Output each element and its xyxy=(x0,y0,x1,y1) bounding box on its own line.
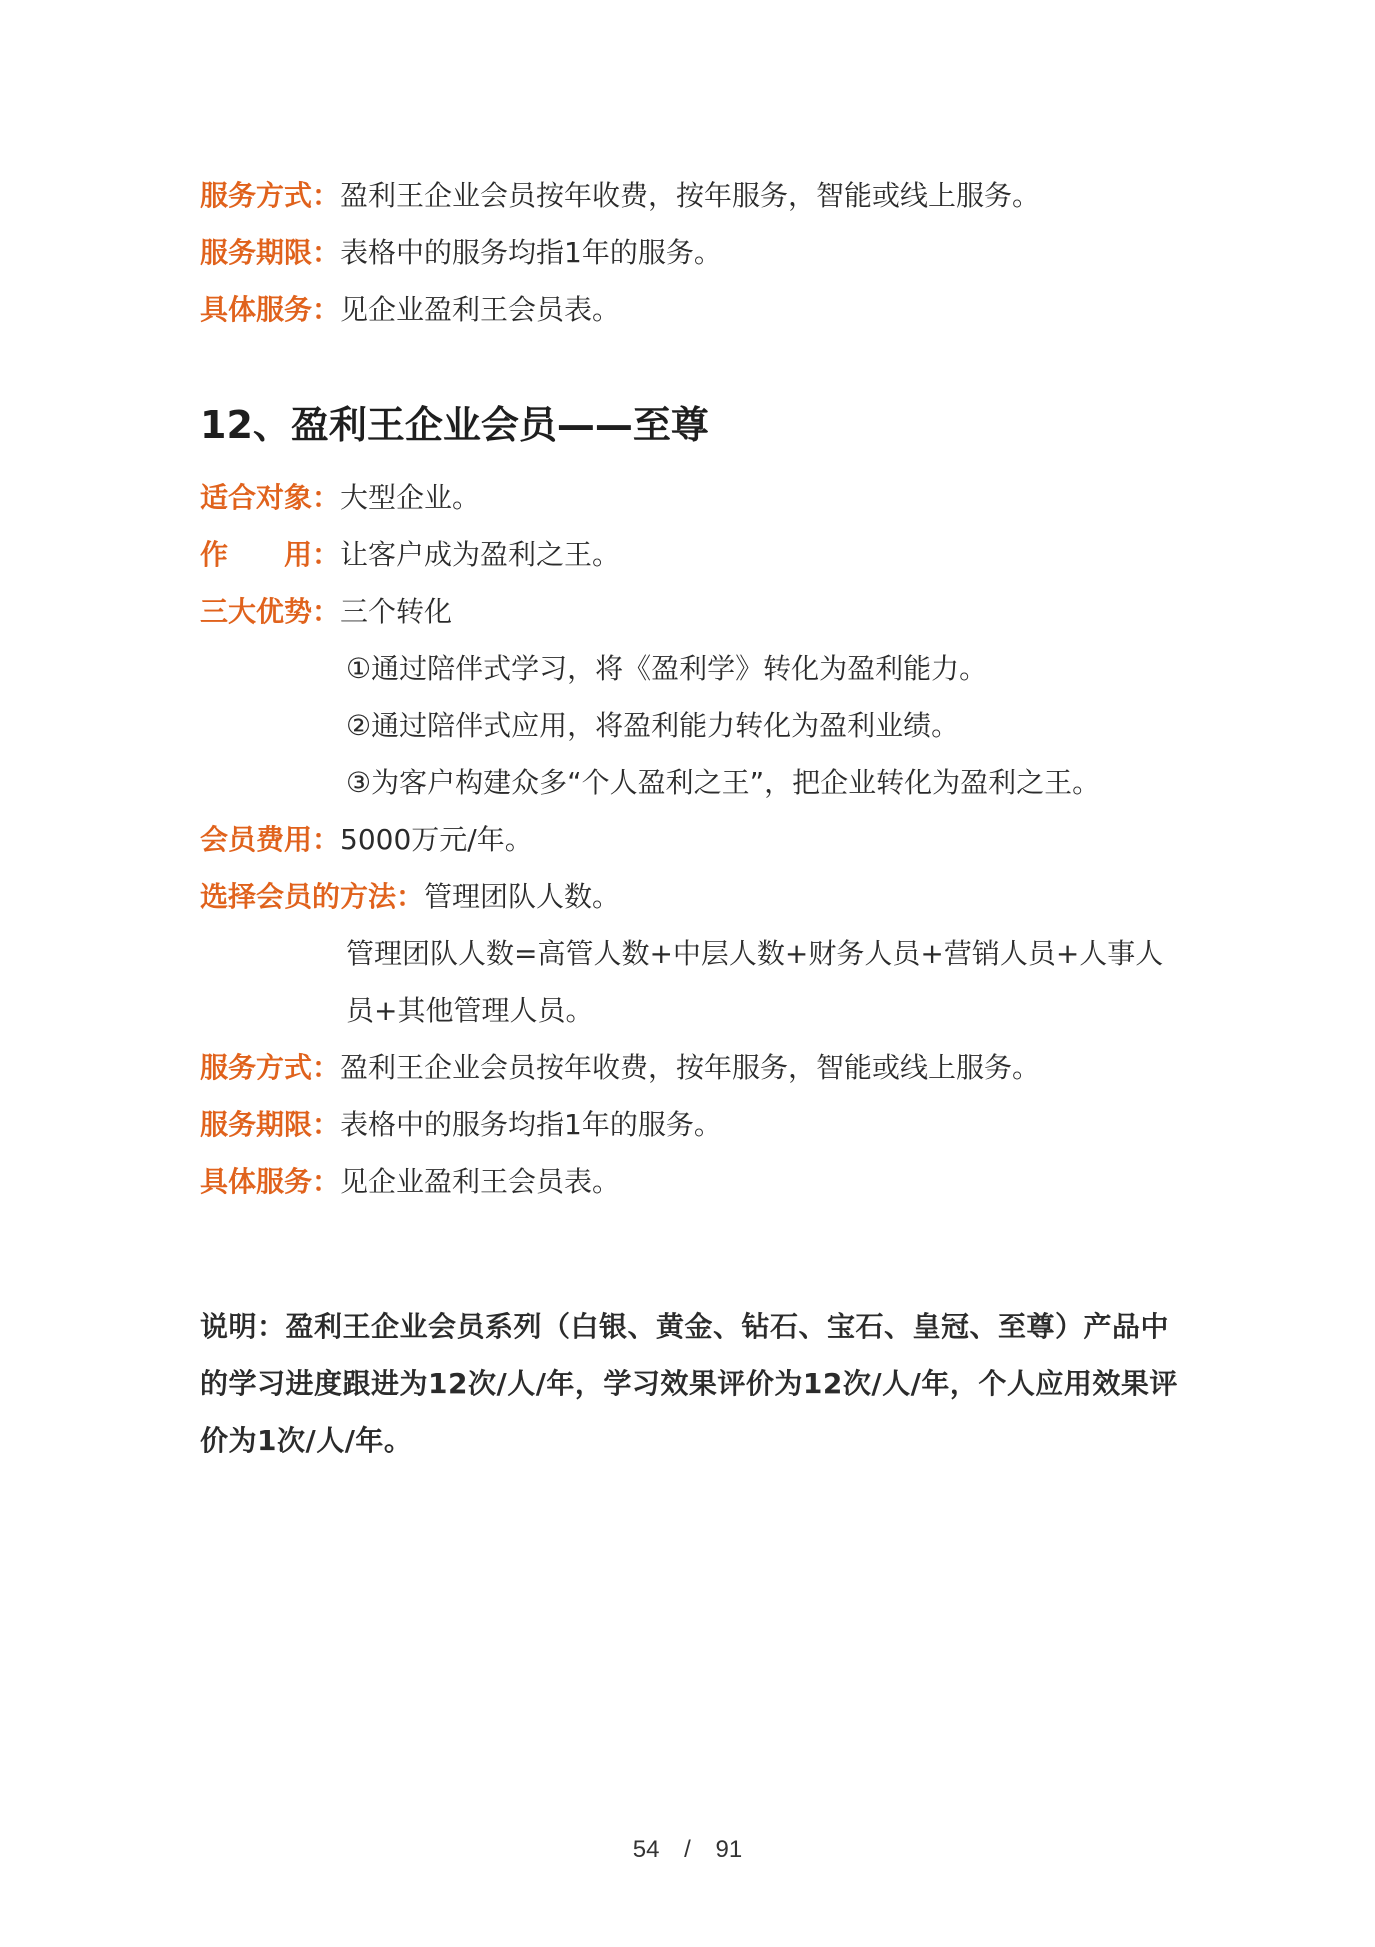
advantage-item: ③为客户构建众多“个人盈利之王”，把企业转化为盈利之王。 xyxy=(346,766,1101,799)
total-pages: 91 xyxy=(715,1836,743,1863)
selection-detail-line2: 员+其他管理人员。 xyxy=(346,994,594,1027)
advantages-row xyxy=(200,592,452,632)
service-period-label: 服务期限： xyxy=(200,1108,341,1141)
service-period-value: 表格中的服务均指1年的服务。 xyxy=(340,236,722,269)
selection-label: 选择会员的方法： xyxy=(200,880,425,913)
target-value: 大型企业。 xyxy=(340,481,481,514)
purpose-label: 作 用： xyxy=(200,538,341,571)
advantage-item: ①通过陪伴式学习，将《盈利学》转化为盈利能力。 xyxy=(346,652,988,685)
purpose-row xyxy=(200,535,620,575)
page-number xyxy=(0,1834,1375,1866)
specific-service-value: 见企业盈利王会员表。 xyxy=(340,1165,621,1198)
page-separator: / xyxy=(684,1836,691,1863)
service-mode-row xyxy=(200,1048,1040,1088)
selection-value: 管理团队人数。 xyxy=(424,880,621,913)
service-period-row xyxy=(200,1105,722,1145)
specific-service-label: 具体服务： xyxy=(200,1165,341,1198)
advantages-value: 三个转化 xyxy=(340,595,453,628)
advantage-item: ②通过陪伴式应用，将盈利能力转化为盈利业绩。 xyxy=(346,709,960,742)
advantages-label: 三大优势： xyxy=(200,595,341,628)
fee-row xyxy=(200,820,533,860)
service-mode-value: 盈利王企业会员按年收费，按年服务，智能或线上服务。 xyxy=(340,1051,1041,1084)
service-mode-label: 服务方式： xyxy=(200,1051,341,1084)
specific-service-label: 具体服务： xyxy=(200,293,341,326)
service-period-row xyxy=(200,233,722,273)
section-heading: 12、盈利王企业会员——至尊 xyxy=(200,403,709,447)
target-label: 适合对象： xyxy=(200,481,341,514)
purpose-value: 让客户成为盈利之王。 xyxy=(340,538,621,571)
service-mode-label: 服务方式： xyxy=(200,179,341,212)
target-row xyxy=(200,478,480,518)
note-paragraph: 说明：盈利王企业会员系列（白银、黄金、钻石、宝石、皇冠、至尊）产品中的学习进度跟进为12次/人/年，学习效果评价为12次/人/年，个人应用效果评价为1次/人/年。 xyxy=(200,1310,1178,1457)
service-mode-value: 盈利王企业会员按年收费，按年服务，智能或线上服务。 xyxy=(340,179,1041,212)
current-page: 54 xyxy=(632,1836,660,1863)
selection-row xyxy=(200,877,620,917)
specific-service-value: 见企业盈利王会员表。 xyxy=(340,293,621,326)
selection-detail-line1: 管理团队人数=高管人数+中层人数+财务人员+营销人员+人事人 xyxy=(346,937,1164,970)
specific-service-row xyxy=(200,1162,620,1202)
service-mode-row xyxy=(200,176,1040,216)
fee-value: 5000万元/年。 xyxy=(340,823,533,856)
service-period-value: 表格中的服务均指1年的服务。 xyxy=(340,1108,722,1141)
fee-label: 会员费用： xyxy=(200,823,341,856)
specific-service-row xyxy=(200,290,620,330)
service-period-label: 服务期限： xyxy=(200,236,341,269)
